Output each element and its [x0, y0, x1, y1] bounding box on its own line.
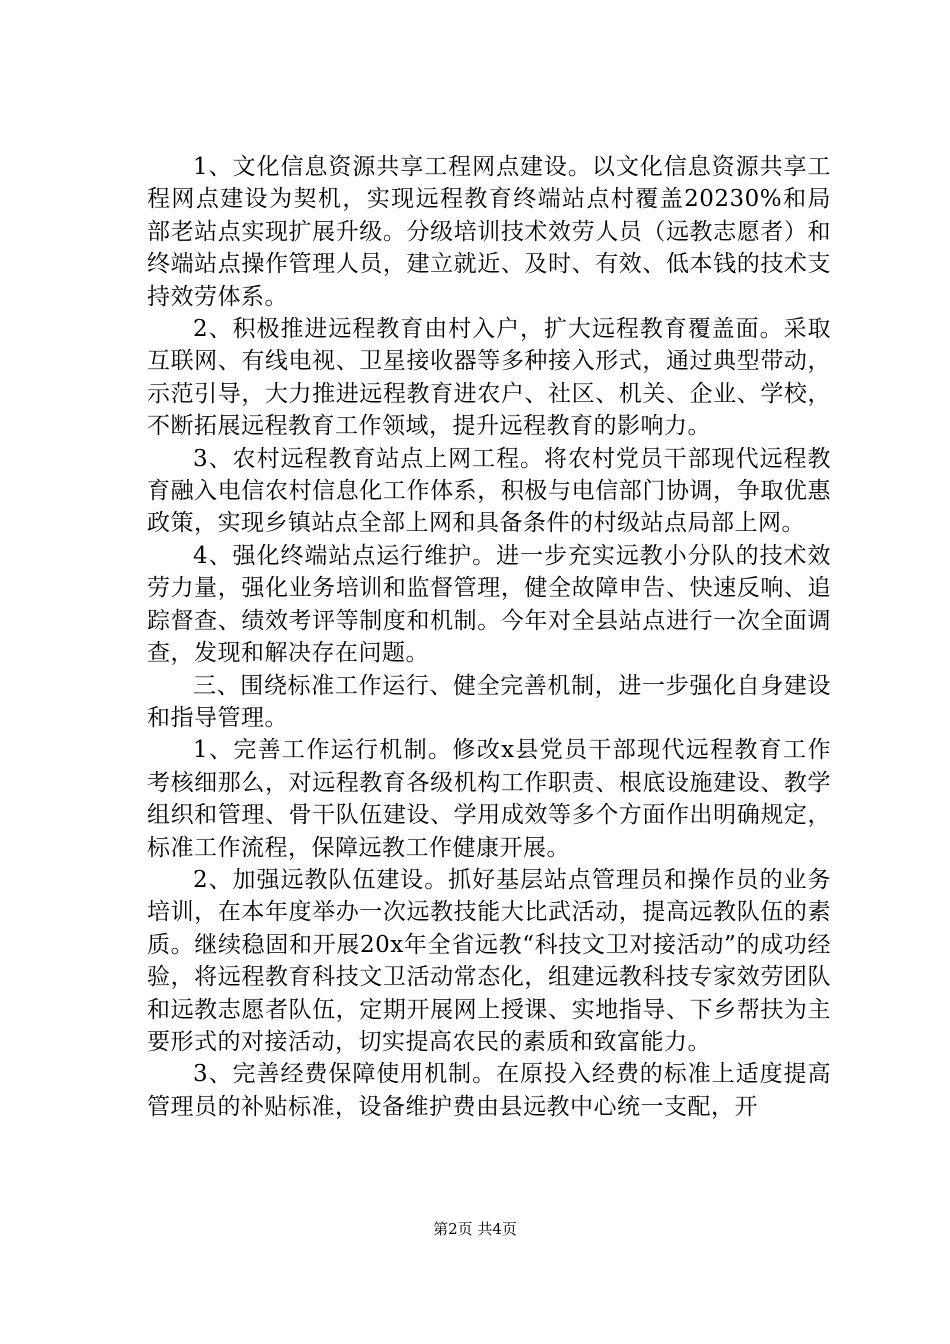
paragraph-terminal-maintenance: 4、强化终端站点运行维护。进一步充实远教小分队的技术效劳力量，强化业务培训和监督管理，健全故障申告、快速反响、追踪督查、绩效考评等制度和机制。今年对全县站点进行一次全面调查，发现和解决存在问题。	[147, 542, 831, 667]
paragraph-remote-education-households: 2、积极推进远程教育由村入户，扩大远程教育覆盖面。采取互联网、有线电视、卫星接收器等多种接入形式，通过典型带动，示范引导，大力推进远程教育进农户、社区、机关、企业、学校，不断拓展远程教育工作领域，提升远程教育的影响力。	[147, 316, 831, 440]
document-body	[147, 151, 831, 1123]
paragraph-network-site-construction: 1、文化信息资源共享工程网点建设。以文化信息资源共享工程网点建设为契机，实现远程教育终端站点村覆盖20230%和局部老站点实现扩展升级。分级培训技术效劳人员（远教志愿者）和终端站点操作管理人员，建立就近、及时、有效、低本钱的技术支持效劳体系。	[147, 154, 831, 310]
section-heading-three: 三、围绕标准工作运行、健全完善机制，进一步强化自身建设和指导管理。	[147, 672, 831, 731]
paragraph-funding-mechanism: 3、完善经费保障使用机制。在原投入经费的标准上适度提高管理员的补贴标准，设备维护费由县远教中心统一支配，开	[147, 1061, 831, 1120]
paragraph-team-building: 2、加强远教队伍建设。抓好基层站点管理员和操作员的业务培训，在本年度举办一次远教技能大比武活动，提高远教队伍的素质。继续稳固和开展20x年全省远教“科技文卫对接活动”的成功经验，将远程教育科技文卫活动常态化，组建远教科技专家效劳团队和远教志愿者队伍，定期开展网上授课、实地指导、下乡帮扶为主要形式的对接活动，切实提高农民的素质和致富能力。	[147, 866, 831, 1055]
paragraph-work-mechanism: 1、完善工作运行机制。修改x县党员干部现代远程教育工作考核细那么，对远程教育各级机构工作职责、根底设施建设、教学组织和管理、骨干队伍建设、学用成效等多个方面作出明确规定，标准工作流程，保障远教工作健康开展。	[147, 737, 831, 861]
page-number-footer: 第2页 共4页	[433, 1220, 517, 1238]
paragraph-site-internet-project: 3、农村远程教育站点上网工程。将农村党员干部现代远程教育融入电信农村信息化工作体系，积极与电信部门协调，争取优惠政策，实现乡镇站点全部上网和具备条件的村级站点局部上网。	[147, 445, 831, 537]
